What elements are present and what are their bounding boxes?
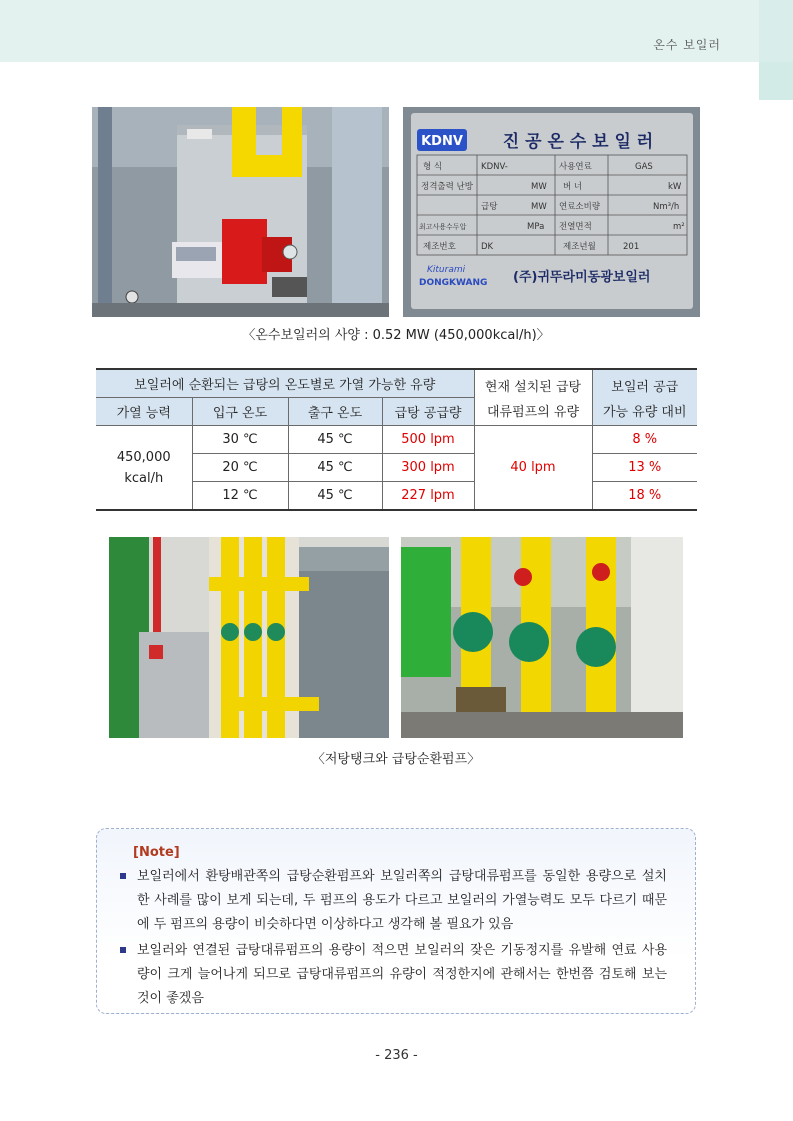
- square-bullet-icon: [120, 873, 126, 879]
- section-title: 온수 보일러: [653, 38, 721, 52]
- outlet-temp: 45 ℃: [288, 426, 382, 454]
- note-item: [137, 939, 667, 1011]
- np-r1c4: GAS: [635, 162, 653, 172]
- supply-flow: 300 lpm: [382, 454, 474, 482]
- np-r2c1: 정격출력 난방: [421, 182, 473, 192]
- supply-ratio: 18 %: [592, 482, 697, 511]
- table-head-ratio: [592, 369, 697, 426]
- inlet-temp: 30 ℃: [192, 426, 288, 454]
- table-sub-capacity: 가열 능력: [96, 398, 192, 426]
- table-head-main: 보일러에 순환되는 급탕의 온도별로 가열 가능한 유량: [96, 369, 474, 398]
- note-item-text: 보일러에서 환탕배관쪽의 급탕순환펌프와 보일러쪽의 급탕대류펌프를 동일한 용량으로 설치한 사례를 많이 보게 되는데, 두 펌프의 용도가 다르고 보일러의 가열능력도 모두 다르기 때문에 두 펌프의 용량이 비슷하다면 이상하다고 생각해 볼 필요가 있음: [137, 869, 667, 932]
- header-side-tab: [759, 0, 793, 62]
- supply-flow: 500 lpm: [382, 426, 474, 454]
- np-r2c4: kW: [668, 182, 682, 192]
- np-r2c2: MW: [531, 182, 547, 192]
- boiler-photo: [92, 107, 389, 317]
- inlet-temp: 12 ℃: [192, 482, 288, 511]
- photo2-caption: 〈저탕탱크와 급탕순환펌프〉: [311, 752, 481, 767]
- table-head-pump-line1: 현재 설치된 급탕: [484, 379, 582, 395]
- side-tab-marker: [759, 62, 793, 100]
- np-r2c3: 버 너: [563, 182, 583, 192]
- np-maker-sub: DONGKWANG: [419, 278, 488, 288]
- np-r3c2: MW: [531, 202, 547, 212]
- pumps-closeup-photo: [401, 537, 683, 738]
- np-maker-name: (주)귀뚜라미동광보일러: [513, 270, 651, 285]
- np-r3c1: 급탕: [481, 202, 498, 212]
- np-r5c4: 201: [623, 242, 640, 252]
- supply-flow: 227 lpm: [382, 482, 474, 511]
- capacity-cell: [96, 426, 192, 511]
- photo1-caption: 〈온수보일러의 사양 : 0.52 MW (450,000kcal/h)〉: [242, 328, 550, 343]
- nameplate-title: 진 공 온 수 보 일 러: [502, 132, 654, 152]
- note-title: [Note]: [133, 845, 180, 860]
- table-row: [96, 426, 697, 454]
- np-r1c3: 사용연료: [559, 162, 592, 172]
- table-sub-flow: 급탕 공급량: [382, 398, 474, 426]
- np-maker-brand: Kiturami: [427, 265, 466, 275]
- note-item: [137, 865, 667, 937]
- capacity-unit: kcal/h: [124, 470, 164, 486]
- outlet-temp: 45 ℃: [288, 454, 382, 482]
- flow-table: [96, 368, 697, 511]
- np-r1c1: 형 식: [423, 162, 443, 172]
- table-head-pump-line2: 대류펌프의 유량: [486, 404, 580, 420]
- page-number: - 236 -: [375, 1048, 418, 1063]
- note-box: [96, 828, 696, 1014]
- capacity-value: 450,000: [116, 449, 171, 465]
- np-r5c3: 제조년월: [563, 242, 596, 252]
- np-r5c1: 제조번호: [423, 242, 456, 252]
- supply-ratio: 13 %: [592, 454, 697, 482]
- nameplate-photo: [403, 107, 700, 317]
- supply-ratio: 8 %: [592, 426, 697, 454]
- np-r4c3: 전열면적: [559, 222, 592, 232]
- nameplate-code: KDNV: [421, 134, 463, 149]
- np-r1c2: KDNV-: [481, 162, 508, 172]
- outlet-temp: 45 ℃: [288, 482, 382, 511]
- np-r3c3: 연료소비량: [559, 202, 601, 212]
- table-head-ratio-line2: 가능 유량 대비: [602, 404, 687, 420]
- table-sub-outlet: 출구 온도: [288, 398, 382, 426]
- np-r4c1: 최고사용수두압: [419, 223, 467, 231]
- np-r5c2: DK: [481, 242, 494, 252]
- note-item-text: 보일러와 연결된 급탕대류펌프의 용량이 적으면 보일러의 잦은 기동정지를 유발해 연료 사용량이 크게 늘어나게 되므로 급탕대류펌프의 유량이 적정한지에 관해서는 한번쯤 검토해 보는 것이 좋겠음: [137, 943, 667, 1006]
- table-head-ratio-line1: 보일러 공급: [611, 379, 679, 395]
- pump-flow-value: 40 lpm: [474, 426, 592, 511]
- tank-pump-photo: [109, 537, 389, 738]
- table-sub-inlet: 입구 온도: [192, 398, 288, 426]
- np-r4c2: MPa: [527, 222, 545, 232]
- np-r3c4: Nm³/h: [653, 202, 680, 212]
- np-r4c4: m²: [673, 222, 685, 232]
- square-bullet-icon: [120, 947, 126, 953]
- inlet-temp: 20 ℃: [192, 454, 288, 482]
- table-head-pump: [474, 369, 592, 426]
